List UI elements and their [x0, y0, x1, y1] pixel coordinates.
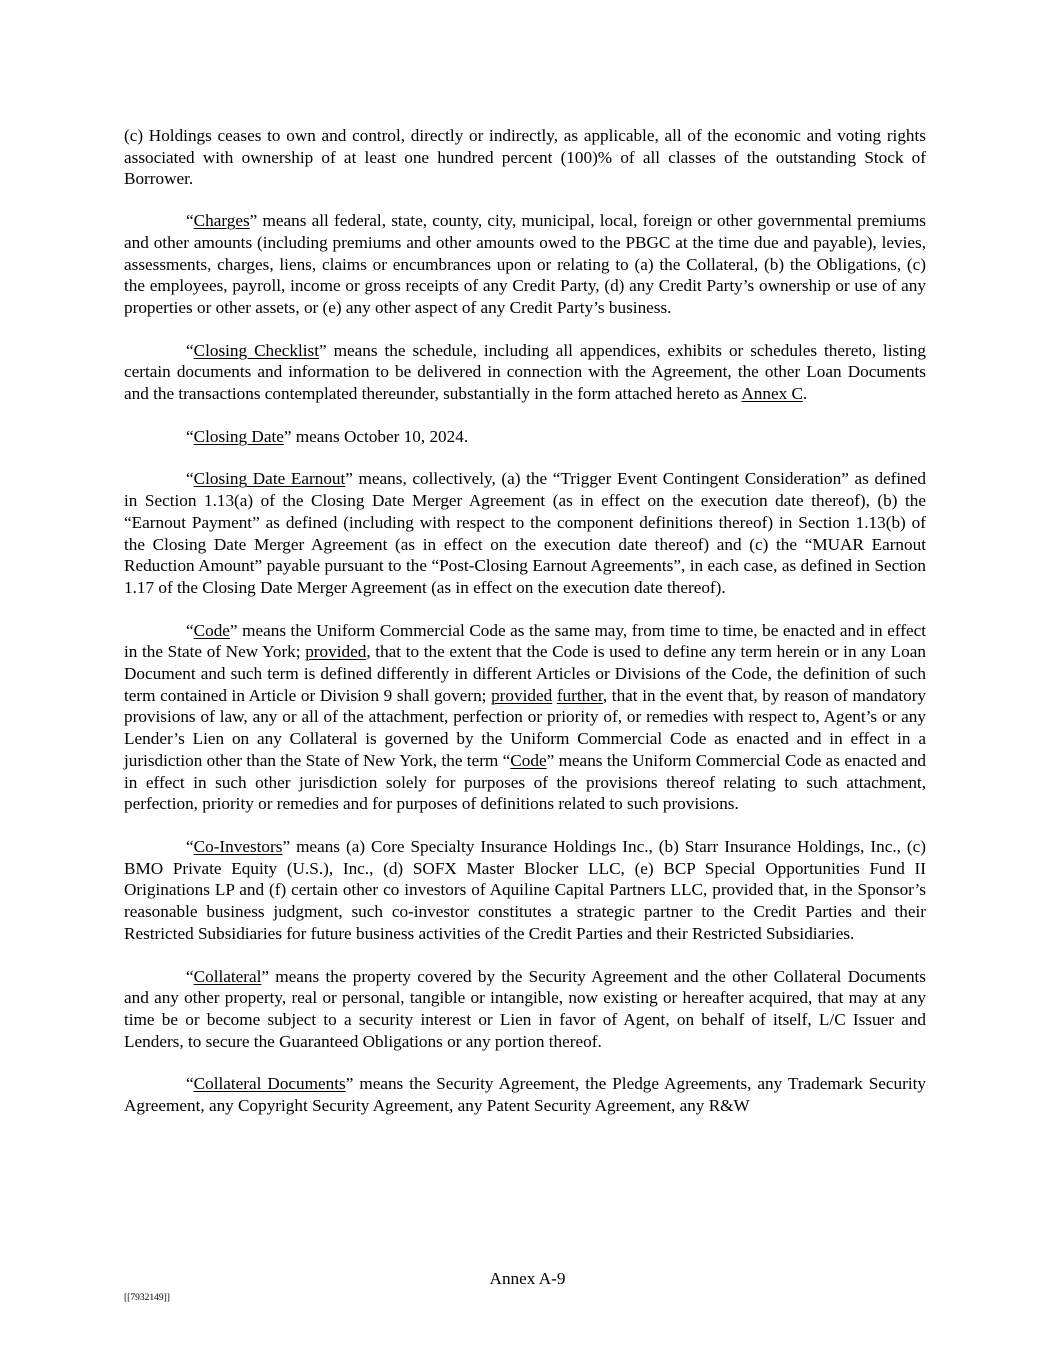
document-body	[124, 125, 926, 1117]
definition-collateral: “Collateral” means the property covered by the Security Agreement and the other Collateral Documents and any other property, real or personal, tangible or intangible, now existing or hereafter acquired, that may at any time be or become subject to a security interest or Lien in favor of Agent, on behalf of itself, L/C Issuer and Lenders, to secure the Guaranteed Obligations or any portion thereof.	[124, 966, 926, 1051]
definition-closing-checklist: “Closing Checklist” means the schedule, including all appendices, exhibits or schedules thereto, listing certain documents and information to be delivered in connection with the Agreement, the other Loan Documents and the transactions contemplated thereunder, substantially in the form attached hereto as Annex C.	[124, 340, 926, 404]
defined-term: Code	[193, 620, 230, 640]
definition-closing-date: “Closing Date” means October 10, 2024.	[186, 426, 469, 446]
defined-term: Collateral Documents	[193, 1074, 346, 1094]
defined-term: Code	[510, 750, 547, 770]
document-id: [[7932149]]	[124, 1293, 170, 1303]
definition-collateral-documents: “Collateral Documents” means the Security Agreement, the Pledge Agreements, any Trademark Security Agreement, any Copyright Security Agreement, any Patent Security Agreement, any R&W	[124, 1074, 926, 1116]
defined-term: Closing Date Earnout	[193, 469, 346, 489]
proviso-provided: provided	[491, 685, 553, 705]
defined-term: Charges	[193, 211, 250, 231]
paragraph-intro: (c) Holdings ceases to own and control, directly or indirectly, as applicable, all of the economic and voting rights associated with ownership of at least one hundred percent (100)% of all classes of the outstanding Stock of Borrower.	[124, 126, 926, 189]
defined-term: Collateral	[193, 966, 262, 986]
defined-term: Closing Checklist	[193, 340, 320, 360]
page-footer: Annex A-9	[489, 1269, 566, 1288]
defined-term: Co-Investors	[193, 836, 283, 856]
defined-term: Closing Date	[193, 426, 284, 446]
annex-reference: Annex C	[741, 384, 803, 404]
proviso-further: further	[556, 685, 603, 705]
proviso-provided: provided	[305, 642, 367, 662]
definition-code: “Code” means the Uniform Commercial Code as the same may, from time to time, be enacted and in effect in the State of New York; provided, that to the extent that the Code is used to define any term herein or in any Loan Document and such term is defined differently in different Articles or Divisions of the Code, the definition of such term contained in Article or Division 9 shall govern; provided further, that in the event that, by reason of mandatory provisions of law, any or all of the attachment, perfection or priority of, or remedies with respect to, Agent’s or any Lender’s Lien on any Collateral is governed by the Uniform Commercial Code as enacted and in effect in a jurisdiction other than the State of New York, the term “Code” means the Uniform Commercial Code as enacted and in effect in such other jurisdiction solely for purposes of the provisions thereof relating to such attachment, perfection, priority or remedies and for purposes of definitions related to such provisions.	[124, 620, 927, 814]
definition-co-investors: “Co-Investors” means (a) Core Specialty Insurance Holdings Inc., (b) Starr Insurance Holdings, Inc., (c) BMO Private Equity (U.S.), Inc., (d) SOFX Master Blocker LLC, (e) BCP Special Opportunities Fund II Originations LP and (f) certain other co investors of Aquiline Capital Partners LLC, provided that, in the Sponsor’s reasonable business judgment, such co-investor constitutes a strategic partner to the Credit Parties and their Restricted Subsidiaries for future business activities of the Credit Parties and their Restricted Subsidiaries.	[124, 836, 926, 943]
definition-charges: “Charges” means all federal, state, county, city, municipal, local, foreign or other governmental premiums and other amounts (including premiums and other amounts owed to the PBGC at the time due and payable), levies, assessments, charges, liens, claims or encumbrances upon or relating to (a) the Collateral, (b) the Obligations, (c) the employees, payroll, income or gross receipts of any Credit Party, (d) any Credit Party’s ownership or use of any properties or other assets, or (e) any other aspect of any Credit Party’s business.	[124, 211, 926, 317]
definition-closing-date-earnout: “Closing Date Earnout” means, collectively, (a) the “Trigger Event Contingent Consideration” as defined in Section 1.13(a) of the Closing Date Merger Agreement (as in effect on the execution date thereof), (b) the “Earnout Payment” as defined (including with respect to the component definitions thereof) in Section 1.13(b) of the Closing Date Merger Agreement (as in effect on the execution date thereof) and (c) the “MUAR Earnout Reduction Amount” payable pursuant to the “Post-Closing Earnout Agreements”, in each case, as defined in Section 1.17 of the Closing Date Merger Agreement (as in effect on the execution date thereof).	[124, 469, 926, 597]
